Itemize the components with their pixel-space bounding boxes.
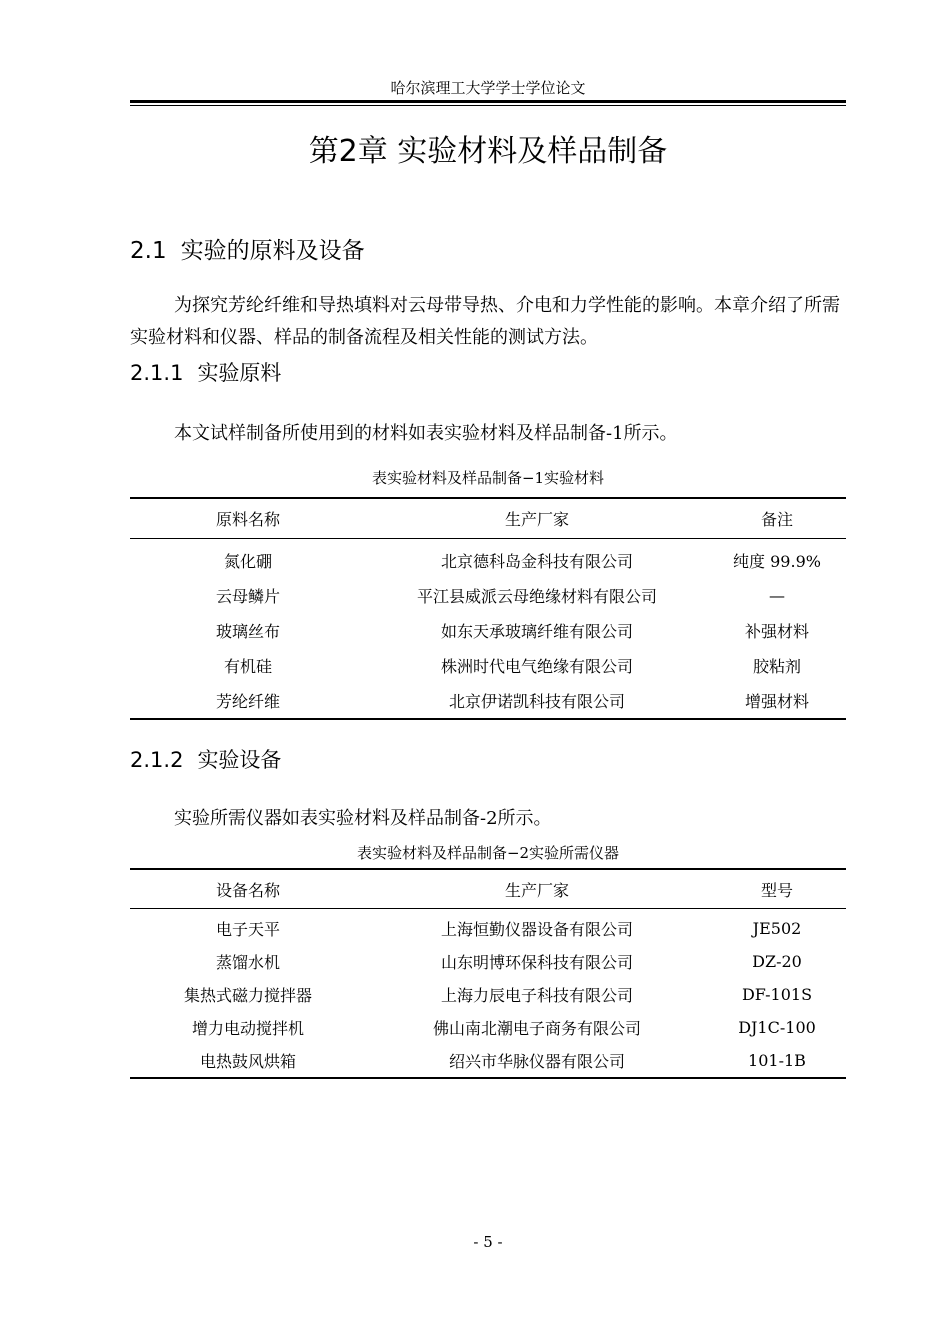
table-cell: 平江县威派云母绝缘材料有限公司 — [416, 587, 657, 606]
subsection-title: 实验设备 — [197, 748, 282, 772]
table-cell: 集热式磁力搅拌器 — [183, 986, 312, 1005]
subsection-number: 2.1.2 — [130, 748, 184, 772]
table-cell: 北京伊诺凯科技有限公司 — [366, 683, 708, 719]
table1-caption: 表实验材料及样品制备−1实验材料 — [371, 469, 605, 487]
section-heading-2-1 — [130, 235, 365, 267]
table-cell: DZ-20 — [752, 952, 802, 971]
header-rule-thick — [130, 100, 846, 103]
table-cell: 电子天平 — [215, 920, 280, 939]
page-number: - 5 - — [473, 1233, 503, 1251]
subsection-heading-2-1-1 — [130, 358, 281, 388]
table-row — [130, 578, 846, 613]
materials-paragraph: 本文试样制备所使用到的材料如表实验材料及样品制备-1所示。 — [174, 423, 678, 444]
equipment-table — [130, 868, 846, 1079]
section-number: 2.1 — [130, 238, 167, 264]
table-header-cell: 生产厂家 — [366, 498, 708, 539]
header-rule-thin — [130, 105, 846, 106]
table-row — [130, 648, 846, 683]
table-header-cell: 原料名称 — [130, 498, 366, 539]
table-cell: 上海力辰电子科技有限公司 — [440, 986, 633, 1005]
table-header-row — [130, 498, 846, 539]
table-cell: JE502 — [752, 919, 802, 938]
table-cell: 山东明博环保科技有限公司 — [440, 953, 633, 972]
chapter-title: 第2章 实验材料及样品制备 — [308, 134, 668, 169]
table2-caption: 表实验材料及样品制备−2实验所需仪器 — [356, 844, 620, 862]
table-header-row — [130, 869, 846, 909]
table-cell: 佛山南北潮电子商务有限公司 — [432, 1019, 641, 1038]
table-cell: 增力电动搅拌机 — [191, 1019, 304, 1038]
table-row — [130, 978, 846, 1011]
table-cell: DF-101S — [741, 985, 813, 1004]
table-header-cell: 型号 — [708, 869, 846, 909]
table-cell: 株洲时代电气绝缘有限公司 — [440, 657, 633, 676]
table-cell: 胶粘剂 — [752, 657, 801, 676]
table-header-cell: 备注 — [708, 498, 846, 539]
table-cell: 如东天承玻璃纤维有限公司 — [440, 622, 633, 641]
intro-paragraph: 为探究芳纶纤维和导热填料对云母带导热、介电和力学性能的影响。本章介绍了所需实验材料和仪器、样品的制备流程及相关性能的测试方法。 — [130, 295, 840, 348]
table-row — [130, 1044, 846, 1078]
table-cell: 绍兴市华脉仪器有限公司 — [366, 1044, 708, 1078]
table-cell: 补强材料 — [744, 622, 809, 641]
table-cell: 云母鳞片 — [215, 587, 280, 606]
table-cell: 氮化硼 — [223, 552, 272, 571]
table-header-cell: 设备名称 — [130, 869, 366, 909]
section-title: 实验的原料及设备 — [180, 238, 365, 264]
table-cell: 上海恒勤仪器设备有限公司 — [440, 920, 633, 939]
table-row — [130, 909, 846, 946]
table-cell: DJ1C-100 — [738, 1018, 816, 1037]
subsection-title: 实验原料 — [197, 361, 282, 385]
table-cell: 蒸馏水机 — [215, 953, 280, 972]
table-row — [130, 1011, 846, 1044]
table-cell: 增强材料 — [708, 683, 846, 719]
subsection-heading-2-1-2 — [130, 745, 281, 775]
table-row — [130, 683, 846, 719]
table-cell: 有机硅 — [223, 657, 272, 676]
running-header: 哈尔滨理工大学学士学位论文 — [390, 79, 586, 97]
equipment-paragraph: 实验所需仪器如表实验材料及样品制备-2所示。 — [174, 808, 552, 829]
table-row — [130, 945, 846, 978]
table-cell: 电热鼓风烘箱 — [130, 1044, 366, 1078]
table-cell: 101-1B — [708, 1044, 846, 1078]
table-cell: 北京德科岛金科技有限公司 — [440, 552, 633, 571]
table-row — [130, 539, 846, 579]
table-cell: — — [769, 586, 785, 605]
table-cell: 芳纶纤维 — [130, 683, 366, 719]
table-row — [130, 613, 846, 648]
table-cell: 纯度 99.9% — [733, 552, 821, 571]
table-header-cell: 生产厂家 — [366, 869, 708, 909]
materials-table — [130, 497, 846, 720]
subsection-number: 2.1.1 — [130, 361, 184, 385]
table-cell: 玻璃丝布 — [215, 622, 280, 641]
